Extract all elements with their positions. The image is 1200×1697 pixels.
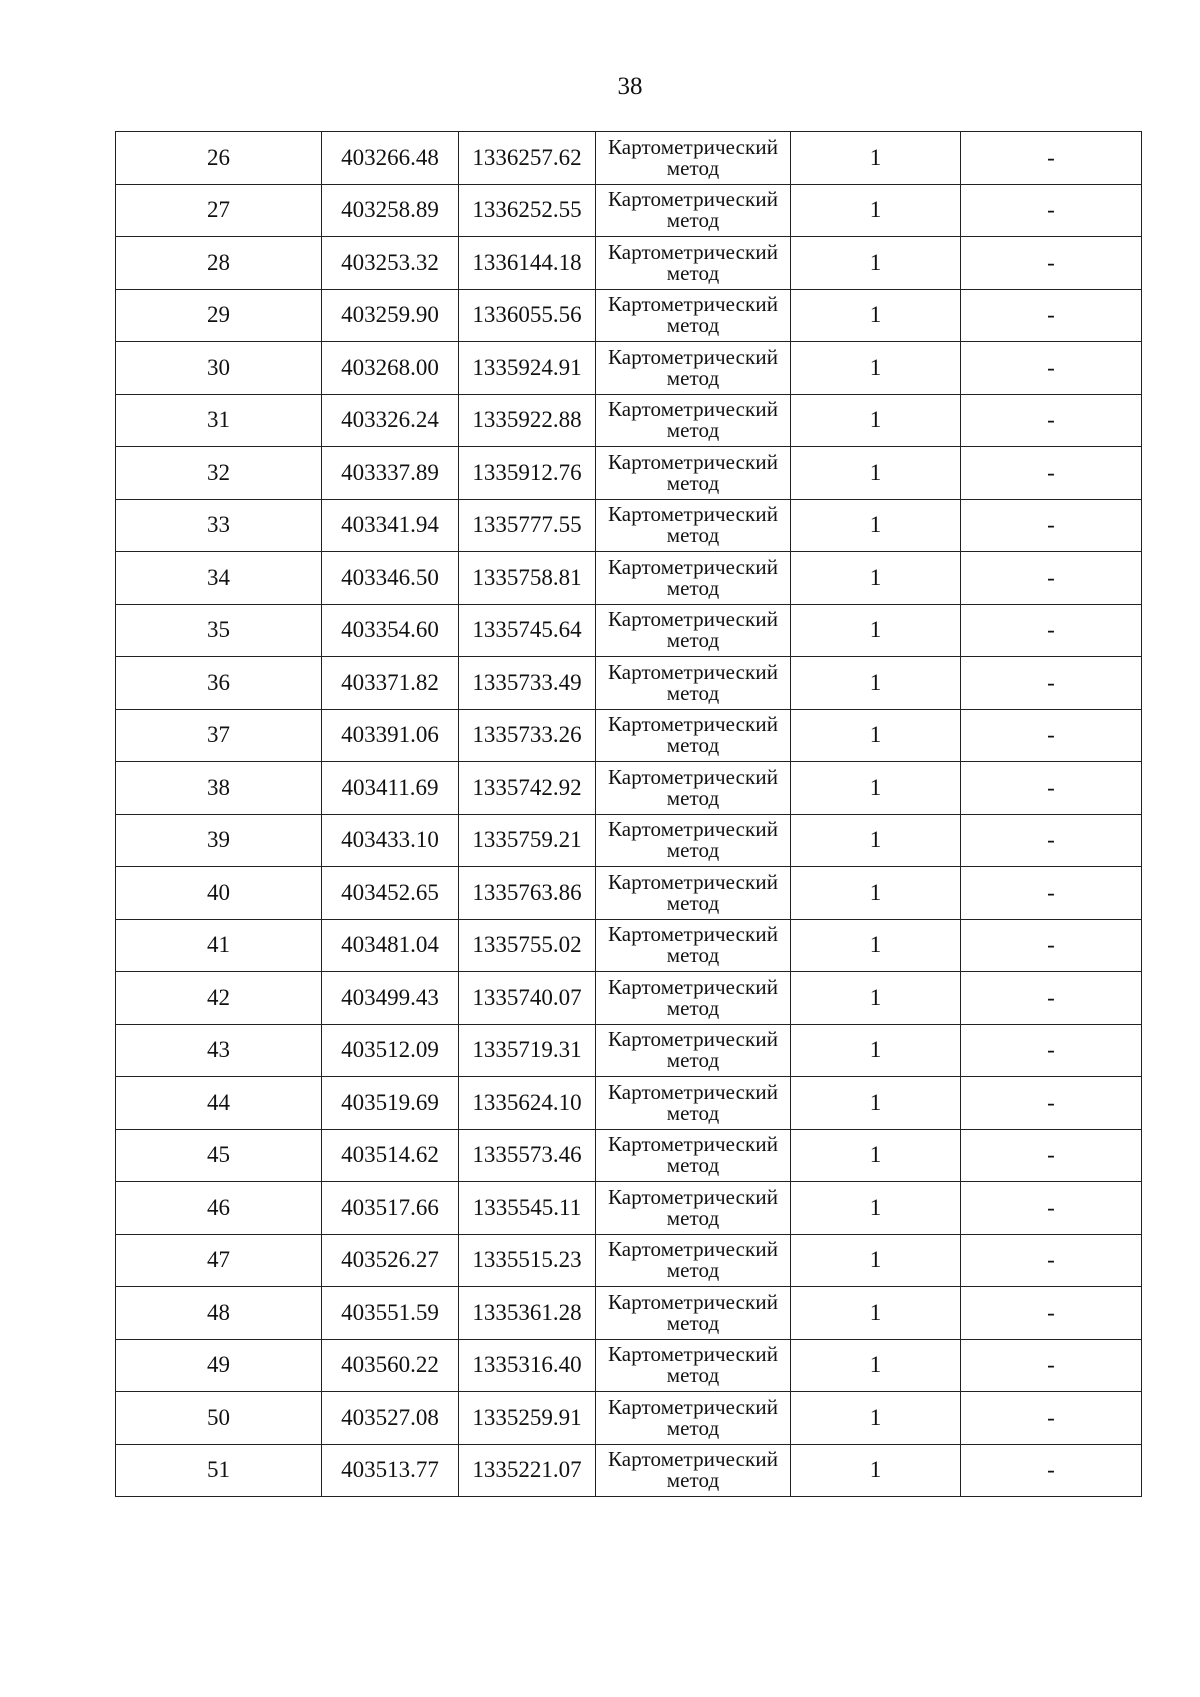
y-coordinate-cell: 1336055.56 bbox=[459, 289, 596, 342]
accuracy-cell: 1 bbox=[791, 604, 961, 657]
description-cell: - bbox=[961, 604, 1142, 657]
point-number-cell: 40 bbox=[116, 867, 322, 920]
accuracy-cell: 1 bbox=[791, 289, 961, 342]
point-number-cell: 43 bbox=[116, 1024, 322, 1077]
method-cell: Картометрический метод bbox=[596, 499, 791, 552]
method-cell: Картометрический метод bbox=[596, 1182, 791, 1235]
y-coordinate-cell: 1335742.92 bbox=[459, 762, 596, 815]
point-number-cell: 27 bbox=[116, 184, 322, 237]
method-cell: Картометрический метод bbox=[596, 919, 791, 972]
point-number-cell: 30 bbox=[116, 342, 322, 395]
coordinates-table-body bbox=[116, 132, 1142, 1497]
method-cell: Картометрический метод bbox=[596, 867, 791, 920]
x-coordinate-cell: 403517.66 bbox=[322, 1182, 459, 1235]
point-number-cell: 50 bbox=[116, 1392, 322, 1445]
description-cell: - bbox=[961, 1287, 1142, 1340]
description-cell: - bbox=[961, 132, 1142, 185]
y-coordinate-cell: 1335745.64 bbox=[459, 604, 596, 657]
method-cell: Картометрический метод bbox=[596, 1339, 791, 1392]
table-row bbox=[116, 762, 1142, 815]
y-coordinate-cell: 1335515.23 bbox=[459, 1234, 596, 1287]
table-row bbox=[116, 552, 1142, 605]
table-row bbox=[116, 1392, 1142, 1445]
description-cell: - bbox=[961, 867, 1142, 920]
description-cell: - bbox=[961, 499, 1142, 552]
y-coordinate-cell: 1335912.76 bbox=[459, 447, 596, 500]
table-row bbox=[116, 132, 1142, 185]
x-coordinate-cell: 403371.82 bbox=[322, 657, 459, 710]
method-cell: Картометрический метод bbox=[596, 657, 791, 710]
x-coordinate-cell: 403266.48 bbox=[322, 132, 459, 185]
table-row bbox=[116, 1339, 1142, 1392]
method-cell: Картометрический метод bbox=[596, 1077, 791, 1130]
method-cell: Картометрический метод bbox=[596, 132, 791, 185]
table-row bbox=[116, 1287, 1142, 1340]
point-number-cell: 28 bbox=[116, 237, 322, 290]
description-cell: - bbox=[961, 1234, 1142, 1287]
accuracy-cell: 1 bbox=[791, 237, 961, 290]
point-number-cell: 29 bbox=[116, 289, 322, 342]
y-coordinate-cell: 1335624.10 bbox=[459, 1077, 596, 1130]
accuracy-cell: 1 bbox=[791, 1339, 961, 1392]
description-cell: - bbox=[961, 814, 1142, 867]
y-coordinate-cell: 1336144.18 bbox=[459, 237, 596, 290]
y-coordinate-cell: 1335259.91 bbox=[459, 1392, 596, 1445]
x-coordinate-cell: 403354.60 bbox=[322, 604, 459, 657]
y-coordinate-cell: 1335719.31 bbox=[459, 1024, 596, 1077]
table-row bbox=[116, 342, 1142, 395]
accuracy-cell: 1 bbox=[791, 919, 961, 972]
method-cell: Картометрический метод bbox=[596, 1392, 791, 1445]
x-coordinate-cell: 403259.90 bbox=[322, 289, 459, 342]
table-row bbox=[116, 1024, 1142, 1077]
method-cell: Картометрический метод bbox=[596, 1287, 791, 1340]
y-coordinate-cell: 1335740.07 bbox=[459, 972, 596, 1025]
x-coordinate-cell: 403433.10 bbox=[322, 814, 459, 867]
x-coordinate-cell: 403391.06 bbox=[322, 709, 459, 762]
y-coordinate-cell: 1335733.26 bbox=[459, 709, 596, 762]
x-coordinate-cell: 403326.24 bbox=[322, 394, 459, 447]
y-coordinate-cell: 1335316.40 bbox=[459, 1339, 596, 1392]
accuracy-cell: 1 bbox=[791, 762, 961, 815]
accuracy-cell: 1 bbox=[791, 657, 961, 710]
method-cell: Картометрический метод bbox=[596, 1444, 791, 1497]
accuracy-cell: 1 bbox=[791, 1024, 961, 1077]
x-coordinate-cell: 403341.94 bbox=[322, 499, 459, 552]
table-row bbox=[116, 289, 1142, 342]
y-coordinate-cell: 1335573.46 bbox=[459, 1129, 596, 1182]
table-row bbox=[116, 867, 1142, 920]
point-number-cell: 26 bbox=[116, 132, 322, 185]
method-cell: Картометрический метод bbox=[596, 237, 791, 290]
method-cell: Картометрический метод bbox=[596, 552, 791, 605]
table-row bbox=[116, 499, 1142, 552]
y-coordinate-cell: 1335545.11 bbox=[459, 1182, 596, 1235]
method-cell: Картометрический метод bbox=[596, 394, 791, 447]
point-number-cell: 48 bbox=[116, 1287, 322, 1340]
table-row bbox=[116, 1077, 1142, 1130]
description-cell: - bbox=[961, 919, 1142, 972]
description-cell: - bbox=[961, 1444, 1142, 1497]
point-number-cell: 47 bbox=[116, 1234, 322, 1287]
description-cell: - bbox=[961, 1024, 1142, 1077]
accuracy-cell: 1 bbox=[791, 499, 961, 552]
method-cell: Картометрический метод bbox=[596, 972, 791, 1025]
point-number-cell: 31 bbox=[116, 394, 322, 447]
x-coordinate-cell: 403519.69 bbox=[322, 1077, 459, 1130]
x-coordinate-cell: 403268.00 bbox=[322, 342, 459, 395]
table-row bbox=[116, 919, 1142, 972]
description-cell: - bbox=[961, 657, 1142, 710]
table-row bbox=[116, 709, 1142, 762]
x-coordinate-cell: 403452.65 bbox=[322, 867, 459, 920]
accuracy-cell: 1 bbox=[791, 342, 961, 395]
method-cell: Картометрический метод bbox=[596, 709, 791, 762]
x-coordinate-cell: 403560.22 bbox=[322, 1339, 459, 1392]
point-number-cell: 32 bbox=[116, 447, 322, 500]
table-row bbox=[116, 814, 1142, 867]
x-coordinate-cell: 403512.09 bbox=[322, 1024, 459, 1077]
method-cell: Картометрический метод bbox=[596, 447, 791, 500]
point-number-cell: 41 bbox=[116, 919, 322, 972]
description-cell: - bbox=[961, 1182, 1142, 1235]
description-cell: - bbox=[961, 1392, 1142, 1445]
y-coordinate-cell: 1335755.02 bbox=[459, 919, 596, 972]
accuracy-cell: 1 bbox=[791, 709, 961, 762]
y-coordinate-cell: 1336252.55 bbox=[459, 184, 596, 237]
description-cell: - bbox=[961, 447, 1142, 500]
accuracy-cell: 1 bbox=[791, 1234, 961, 1287]
point-number-cell: 38 bbox=[116, 762, 322, 815]
point-number-cell: 36 bbox=[116, 657, 322, 710]
accuracy-cell: 1 bbox=[791, 552, 961, 605]
table-row bbox=[116, 1182, 1142, 1235]
accuracy-cell: 1 bbox=[791, 447, 961, 500]
accuracy-cell: 1 bbox=[791, 1182, 961, 1235]
x-coordinate-cell: 403411.69 bbox=[322, 762, 459, 815]
description-cell: - bbox=[961, 289, 1142, 342]
point-number-cell: 49 bbox=[116, 1339, 322, 1392]
x-coordinate-cell: 403499.43 bbox=[322, 972, 459, 1025]
x-coordinate-cell: 403551.59 bbox=[322, 1287, 459, 1340]
table-row bbox=[116, 972, 1142, 1025]
description-cell: - bbox=[961, 552, 1142, 605]
description-cell: - bbox=[961, 342, 1142, 395]
table-row bbox=[116, 1129, 1142, 1182]
method-cell: Картометрический метод bbox=[596, 289, 791, 342]
y-coordinate-cell: 1335759.21 bbox=[459, 814, 596, 867]
description-cell: - bbox=[961, 972, 1142, 1025]
x-coordinate-cell: 403481.04 bbox=[322, 919, 459, 972]
table-row bbox=[116, 1234, 1142, 1287]
x-coordinate-cell: 403337.89 bbox=[322, 447, 459, 500]
method-cell: Картометрический метод bbox=[596, 1129, 791, 1182]
y-coordinate-cell: 1335758.81 bbox=[459, 552, 596, 605]
x-coordinate-cell: 403346.50 bbox=[322, 552, 459, 605]
point-number-cell: 33 bbox=[116, 499, 322, 552]
description-cell: - bbox=[961, 762, 1142, 815]
table-row bbox=[116, 394, 1142, 447]
table-row bbox=[116, 237, 1142, 290]
accuracy-cell: 1 bbox=[791, 132, 961, 185]
table-row bbox=[116, 447, 1142, 500]
table-row bbox=[116, 1444, 1142, 1497]
description-cell: - bbox=[961, 709, 1142, 762]
coordinates-table bbox=[115, 131, 1142, 1497]
point-number-cell: 51 bbox=[116, 1444, 322, 1497]
x-coordinate-cell: 403527.08 bbox=[322, 1392, 459, 1445]
x-coordinate-cell: 403258.89 bbox=[322, 184, 459, 237]
table-row bbox=[116, 604, 1142, 657]
accuracy-cell: 1 bbox=[791, 1287, 961, 1340]
point-number-cell: 45 bbox=[116, 1129, 322, 1182]
page-number: 38 bbox=[617, 73, 643, 100]
point-number-cell: 42 bbox=[116, 972, 322, 1025]
method-cell: Картометрический метод bbox=[596, 1234, 791, 1287]
y-coordinate-cell: 1335733.49 bbox=[459, 657, 596, 710]
method-cell: Картометрический метод bbox=[596, 604, 791, 657]
point-number-cell: 35 bbox=[116, 604, 322, 657]
accuracy-cell: 1 bbox=[791, 1077, 961, 1130]
method-cell: Картометрический метод bbox=[596, 814, 791, 867]
y-coordinate-cell: 1335221.07 bbox=[459, 1444, 596, 1497]
description-cell: - bbox=[961, 1077, 1142, 1130]
description-cell: - bbox=[961, 394, 1142, 447]
description-cell: - bbox=[961, 237, 1142, 290]
y-coordinate-cell: 1335361.28 bbox=[459, 1287, 596, 1340]
accuracy-cell: 1 bbox=[791, 814, 961, 867]
point-number-cell: 39 bbox=[116, 814, 322, 867]
description-cell: - bbox=[961, 1129, 1142, 1182]
accuracy-cell: 1 bbox=[791, 1129, 961, 1182]
method-cell: Картометрический метод bbox=[596, 1024, 791, 1077]
x-coordinate-cell: 403513.77 bbox=[322, 1444, 459, 1497]
method-cell: Картометрический метод bbox=[596, 762, 791, 815]
y-coordinate-cell: 1335763.86 bbox=[459, 867, 596, 920]
x-coordinate-cell: 403253.32 bbox=[322, 237, 459, 290]
y-coordinate-cell: 1335924.91 bbox=[459, 342, 596, 395]
point-number-cell: 44 bbox=[116, 1077, 322, 1130]
accuracy-cell: 1 bbox=[791, 394, 961, 447]
table-row bbox=[116, 184, 1142, 237]
description-cell: - bbox=[961, 184, 1142, 237]
accuracy-cell: 1 bbox=[791, 1392, 961, 1445]
method-cell: Картометрический метод bbox=[596, 342, 791, 395]
accuracy-cell: 1 bbox=[791, 1444, 961, 1497]
y-coordinate-cell: 1335777.55 bbox=[459, 499, 596, 552]
accuracy-cell: 1 bbox=[791, 972, 961, 1025]
point-number-cell: 46 bbox=[116, 1182, 322, 1235]
x-coordinate-cell: 403514.62 bbox=[322, 1129, 459, 1182]
x-coordinate-cell: 403526.27 bbox=[322, 1234, 459, 1287]
y-coordinate-cell: 1335922.88 bbox=[459, 394, 596, 447]
point-number-cell: 37 bbox=[116, 709, 322, 762]
y-coordinate-cell: 1336257.62 bbox=[459, 132, 596, 185]
accuracy-cell: 1 bbox=[791, 184, 961, 237]
table-row bbox=[116, 657, 1142, 710]
description-cell: - bbox=[961, 1339, 1142, 1392]
point-number-cell: 34 bbox=[116, 552, 322, 605]
method-cell: Картометрический метод bbox=[596, 184, 791, 237]
accuracy-cell: 1 bbox=[791, 867, 961, 920]
